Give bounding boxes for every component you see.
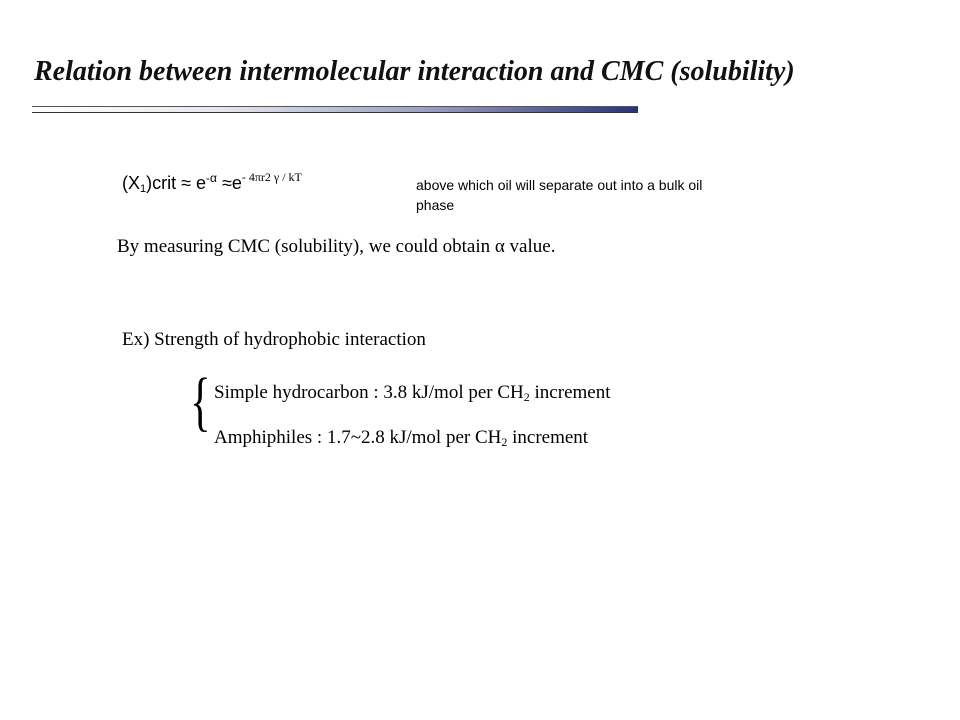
formula-lhs-subscript: 1 <box>140 183 147 195</box>
list-item-amphiphiles <box>214 427 588 450</box>
slide-title: Relation between intermolecular interaction and CMC (solubility) <box>34 56 795 87</box>
formula-middle: ≈e <box>216 173 242 193</box>
curly-brace-icon: { <box>190 365 211 438</box>
formula-lhs-open: (X <box>122 173 140 193</box>
formula-exponent-energy: - 4πr2 γ / kT <box>241 170 302 184</box>
item-suffix: increment <box>507 427 589 448</box>
measurement-statement: By measuring CMC (solubility), we could obtain α value. <box>117 236 556 257</box>
item-subscript: 2 <box>523 390 530 404</box>
item-suffix: increment <box>529 382 611 403</box>
formula-lhs-rest: )crit ≈ e <box>146 173 207 193</box>
critical-concentration-formula <box>122 170 302 195</box>
example-heading: Ex) Strength of hydrophobic interaction <box>122 329 426 350</box>
title-underline-bar <box>32 106 638 113</box>
item-text: Simple hydrocarbon : 3.8 kJ/mol per CH <box>214 382 524 403</box>
formula-exponent-alpha: -α <box>206 171 217 185</box>
separation-note: above which oil will separate out into a bulk oil phase <box>416 177 703 213</box>
item-text: Amphiphiles : 1.7~2.8 kJ/mol per CH <box>214 427 502 448</box>
item-subscript: 2 <box>501 435 508 449</box>
list-item-hydrocarbon <box>214 382 611 405</box>
